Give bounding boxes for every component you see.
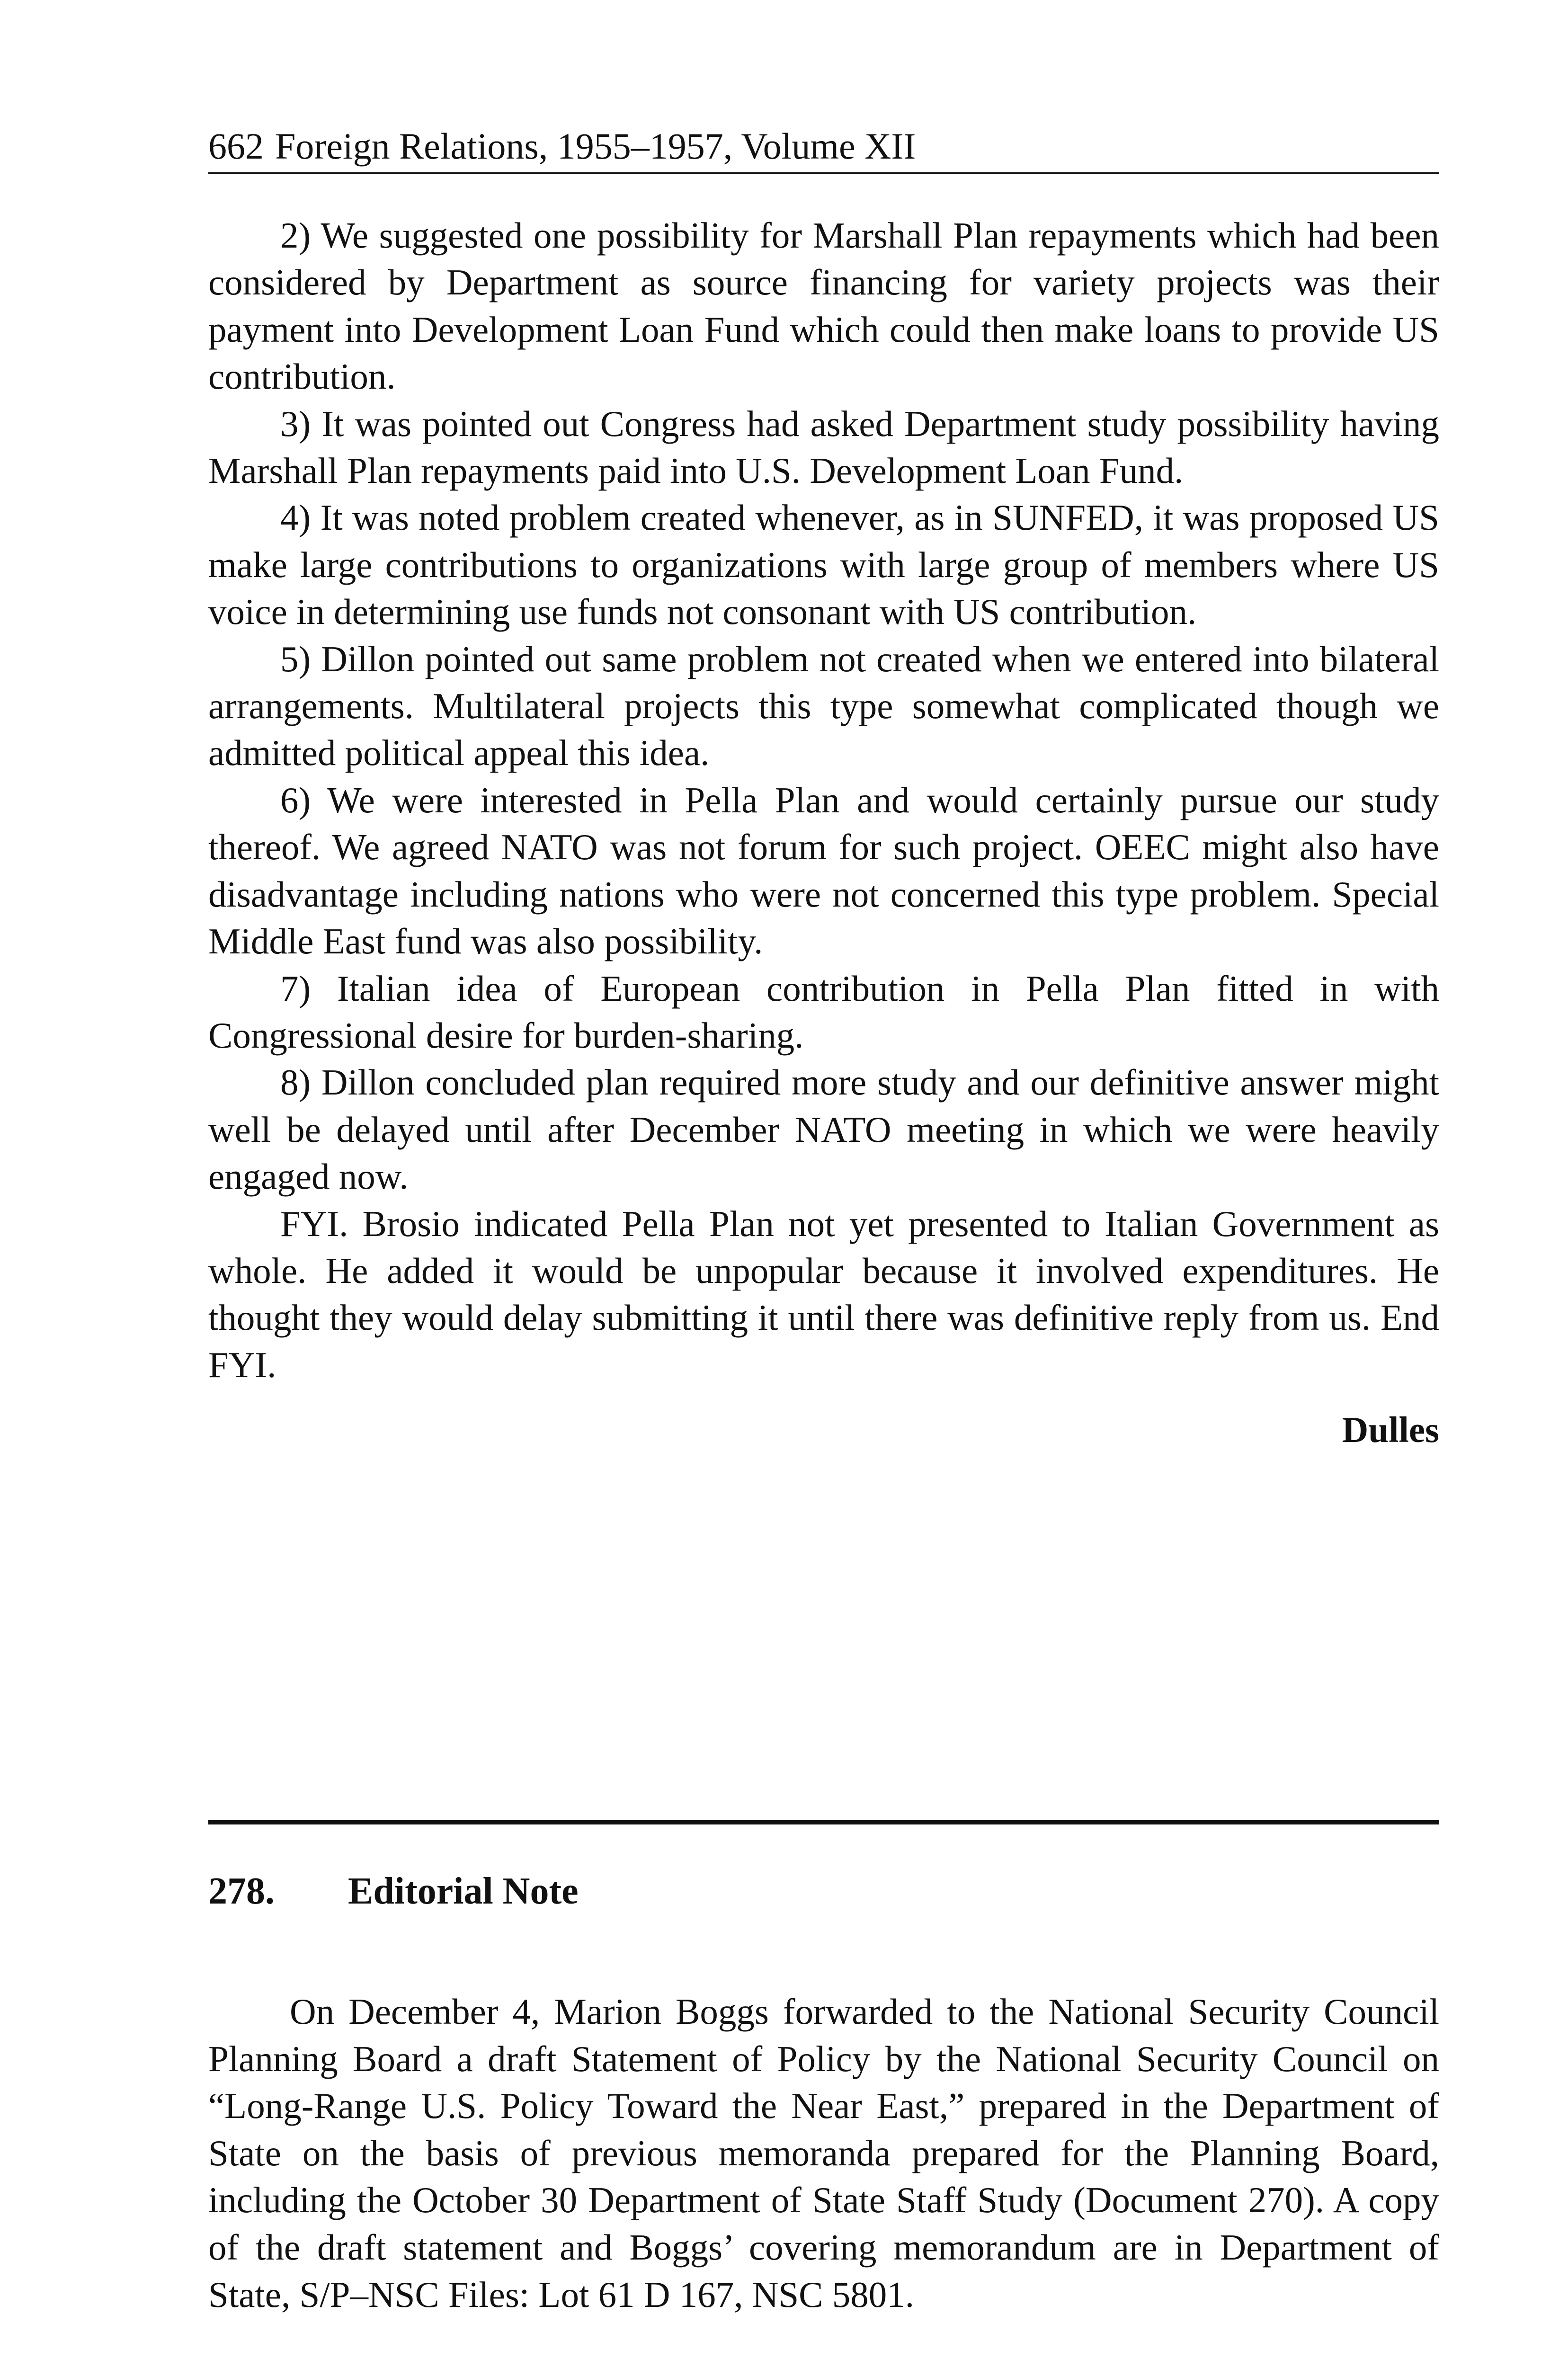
paragraph-7: 7) Italian idea of European contribution in Pella Plan fitted in with Congressional desire for burden-sharing. — [208, 968, 1439, 1056]
document-heading — [208, 1870, 579, 1913]
document-title: Editorial Note — [348, 1870, 579, 1912]
paragraph-fyi: FYI. Brosio indicated Pella Plan not yet presented to Italian Government as whole. He added it would be unpopular because it involved expenditures. He thought they would delay submitting it until there was definitive reply from us. End FYI. — [208, 1203, 1439, 1385]
document-number: 278. — [208, 1870, 275, 1912]
paragraph-2: 2) We suggested one possibility for Marshall Plan repayments which had been considered by Department as source financing for variety projects was their payment into Development Loan Fund which could then make loans to provide US contribution. — [208, 215, 1439, 397]
volume-title: Foreign Relations, 1955–1957, Volume XII — [275, 125, 916, 167]
editorial-note-body — [208, 1988, 1439, 2318]
editorial-note-paragraph: On December 4, Marion Boggs forwarded to the National Security Council Planning Board a draft Statement of Policy by the National Security Council on “Long-Range U.S. Policy Toward the Near East,” prepared in the Department of State on the basis of previous memoranda prepared for the Planning Board, including the October 30 Department of State Staff Study (Document 270). A copy of the draft statement and Boggs’ covering memorandum are in Department of State, S/P–NSC Files: Lot 61 D 167, NSC 5801. — [208, 1991, 1439, 2315]
paragraph-6: 6) We were interested in Pella Plan and would certainly pursue our study thereof. We agreed NATO was not forum for such project. OEEC might also have disadvantage including nations who were not concerned this type problem. Special Middle East fund was also possibility. — [208, 779, 1439, 962]
running-head — [208, 125, 1439, 174]
page-content — [208, 125, 1439, 1453]
paragraph-4: 4) It was noted problem created whenever, as in SUNFED, it was proposed US make large contributions to organizations with large group of members where US voice in determining use funds not consonant with US contribution. — [208, 497, 1439, 632]
paragraph-5: 5) Dillon pointed out same problem not created when we entered into bilateral arrangements. Multilateral projects this type somewhat complicated though we admitted political appeal this idea. — [208, 638, 1439, 774]
page-number: 662 — [208, 125, 264, 167]
telegram-body — [208, 212, 1439, 1453]
signature: Dulles — [1342, 1409, 1439, 1450]
paragraph-3: 3) It was pointed out Congress had asked Department study possibility having Marshall Plan repayments paid into U.S. Development Loan Fund. — [208, 403, 1439, 491]
paragraph-8: 8) Dillon concluded plan required more study and our definitive answer might well be delayed until after December NATO meeting in which we were heavily engaged now. — [208, 1062, 1439, 1197]
section-divider — [208, 1820, 1439, 1824]
